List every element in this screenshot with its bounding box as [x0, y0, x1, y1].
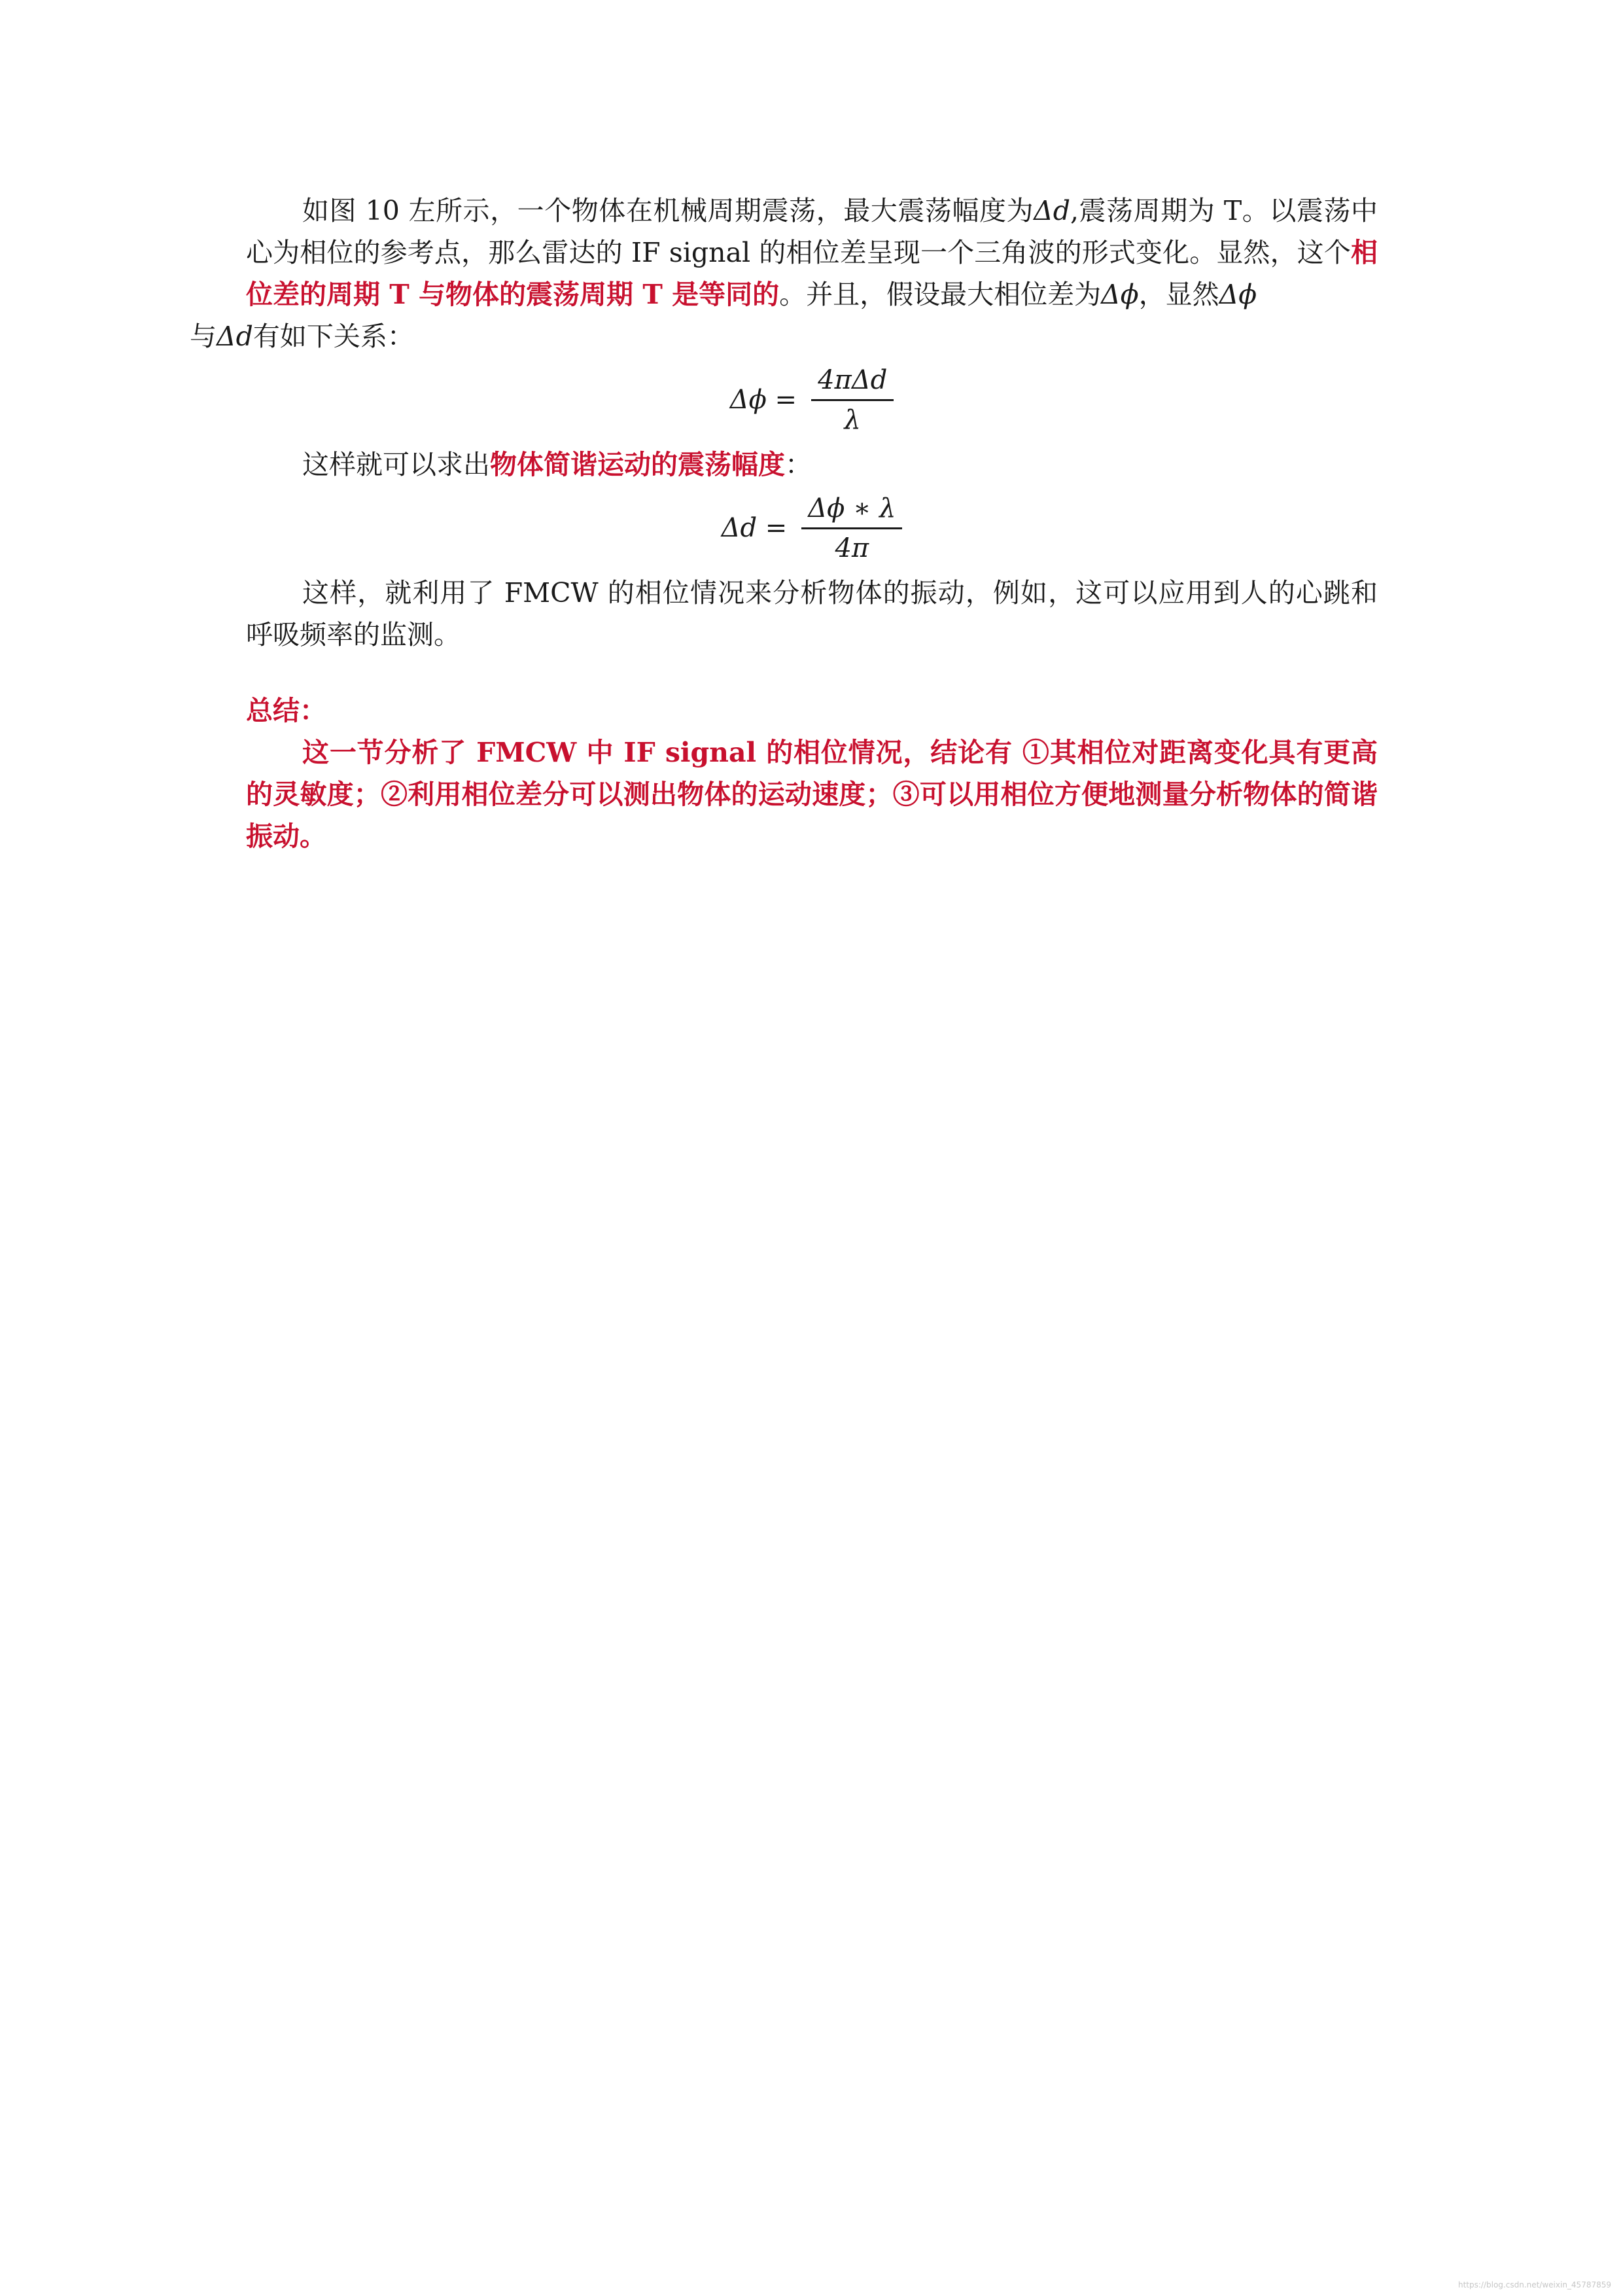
math-delta-phi: Δϕ: [1101, 279, 1139, 310]
text-run: 。并且，假设最大相位差为: [779, 279, 1102, 310]
equation-amplitude: [246, 489, 1378, 567]
fraction-denominator: 4π: [835, 533, 869, 563]
text-run: 与: [190, 321, 217, 352]
highlight-period-equal: 相位差的周期 T 与物体的震荡周期 T 是等同的: [246, 237, 1378, 310]
equation-lhs: Δϕ =: [729, 385, 797, 415]
math-delta-d: Δd: [217, 321, 253, 352]
equation-lhs: Δd =: [721, 513, 788, 543]
fraction-numerator: 4πΔd: [811, 364, 894, 401]
paragraph-solve-amplitude: [246, 444, 1378, 486]
math-delta-phi: Δϕ: [1219, 279, 1257, 310]
fraction-numerator: Δϕ ∗ λ: [801, 492, 902, 529]
paragraph-application: 这样，就利用了 FMCW 的相位情况来分析物体的振动，例如，这可以应用到人的心跳和呼吸频率的监测。: [246, 577, 1378, 650]
fraction-denominator: λ: [844, 404, 861, 435]
equation-fraction: [801, 492, 902, 565]
text-run: ：: [785, 449, 812, 480]
text-run: 如图 10 左所示，一个物体在机械周期震荡，最大震荡幅度为: [302, 195, 1034, 226]
equation-phase-amplitude: [246, 361, 1378, 438]
text-run: 这样就可以求出: [302, 449, 490, 480]
text-run: ,震荡周期为 T。以震荡中心为相位的参考点，那么雷达的 IF signal 的相位差呈现一个三角波的形式变化。显然，这个: [246, 195, 1378, 268]
document-body: [190, 190, 1378, 857]
equation-fraction: [811, 364, 894, 436]
text-run: 有如下关系：: [253, 321, 414, 352]
paragraph-oscillation-intro: [190, 190, 1378, 357]
summary-text: 这一节分析了 FMCW 中 IF signal 的相位情况，结论有 ①其相位对距离变化具有更高的灵敏度；②利用相位差分可以测出物体的运动速度；③可以用相位方便地测量分析物体的简谐振动。: [246, 737, 1378, 852]
summary-title: 总结：: [246, 695, 326, 726]
watermark: https://blog.csdn.net/weixin_45787859: [1457, 2280, 1611, 2289]
text-run: ，显然: [1138, 279, 1219, 310]
math-delta-d: Δd: [1034, 195, 1070, 226]
highlight-amplitude: 物体简谐运动的震荡幅度: [490, 449, 785, 480]
